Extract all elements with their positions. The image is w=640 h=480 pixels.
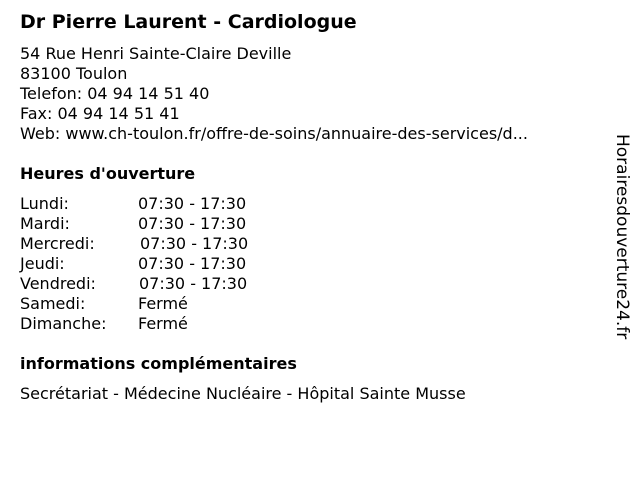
- day-label: Dimanche:: [20, 314, 107, 333]
- day-label: Vendredi:: [20, 274, 96, 293]
- hours-value: Fermé: [138, 314, 188, 333]
- additional-info-text: Secrétariat - Médecine Nucléaire - Hôpital Sainte Musse: [20, 384, 466, 403]
- hours-value: 07:30 - 17:30: [139, 274, 248, 293]
- day-label: Jeudi:: [20, 254, 65, 273]
- opening-hours-heading: Heures d'ouverture: [20, 164, 196, 183]
- address-street: 54 Rue Henri Sainte-Claire Deville: [20, 44, 292, 63]
- site-watermark: Horairesdouverture24.fr: [612, 134, 632, 340]
- fax-number: Fax: 04 94 14 51 41: [20, 104, 180, 123]
- hours-value: 07:30 - 17:30: [138, 194, 247, 213]
- website-link: Web: www.ch-toulon.fr/offre-de-soins/annuaire-des-services/d...: [20, 124, 528, 143]
- hours-value: 07:30 - 17:30: [138, 214, 247, 233]
- hours-value: Fermé: [138, 294, 188, 313]
- page-title: Dr Pierre Laurent - Cardiologue: [20, 11, 357, 33]
- address-city: 83100 Toulon: [20, 64, 128, 83]
- hours-value: 07:30 - 17:30: [140, 234, 249, 253]
- additional-info-heading: informations complémentaires: [20, 354, 297, 373]
- hours-value: 07:30 - 17:30: [138, 254, 247, 273]
- phone-number: Telefon: 04 94 14 51 40: [20, 84, 210, 103]
- day-label: Lundi:: [20, 194, 69, 213]
- day-label: Mercredi:: [20, 234, 95, 253]
- day-label: Mardi:: [20, 214, 70, 233]
- contact-block: [20, 44, 595, 144]
- day-label: Samedi:: [20, 294, 86, 313]
